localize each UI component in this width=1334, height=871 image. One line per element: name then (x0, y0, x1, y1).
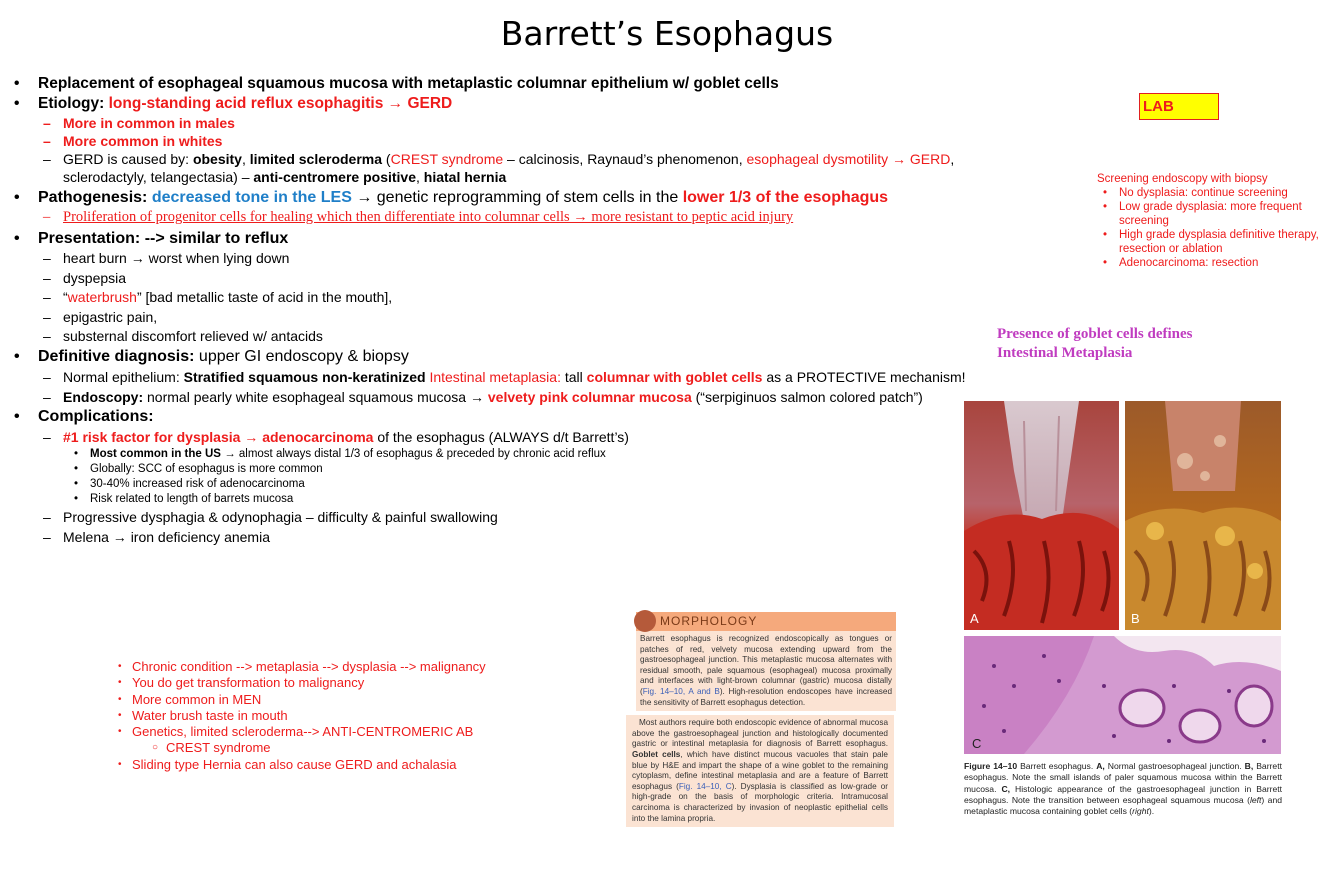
complications-risk-percent: • 30-40% increased risk of adenocarcinoma (14, 477, 989, 492)
note-item: • More common in MEN (118, 692, 578, 708)
photo-barrett (1125, 401, 1281, 630)
pathogenesis-sub: – Proliferation of progenitor cells for healing which then differentiate into columnar cells → more resistant to peptic acid injury (14, 208, 989, 226)
presentation-substernal: – substernal discomfort relieved w/ antacids (14, 327, 989, 347)
etiology-whites: – More common in whites (14, 132, 989, 150)
screening-item: • No dysplasia: continue screening (1119, 186, 1332, 200)
morphology-circle-icon (634, 610, 656, 632)
note-item: • Chronic condition --> metaplasia --> dysplasia --> malignancy (118, 659, 578, 675)
photo-c-image (964, 636, 1281, 754)
photo-b-label: B (1131, 611, 1140, 626)
presentation-dyspepsia: – dyspepsia (14, 269, 989, 289)
note-item: • Sliding type Hernia can also cause GERD and achalasia (118, 757, 578, 773)
diagnosis-endoscopy: – Endoscopy: normal pearly white esophageal squamous mucosa → velvety pink columnar mucosa (“serpiginuos salmon colored patch”) (14, 387, 989, 407)
complications-globally: • Globally: SCC of esophagus is more common (14, 462, 989, 477)
goblet-note: Presence of goblet cells defines Intestinal Metaplasia (997, 326, 1193, 361)
complications-dysphagia: – Progressive dysphagia & odynophagia – difficulty & painful swallowing (14, 507, 989, 527)
presentation-waterbrush: – “waterbrush” [bad metallic taste of acid in the mouth], (14, 288, 989, 308)
note-item: • Genetics, limited scleroderma--> ANTI-CENTROMERIC AB (118, 724, 578, 740)
note-subitem: ○ CREST syndrome (118, 740, 578, 756)
morphology-paragraph-2: Most authors require both endoscopic evidence of abnormal mucosa above the gastroesophageal junction and histologically documented gastric or intestinal metaplasia for diagnosis of Barrett esophagus. Goblet cells, which have distinct mucous vacuoles that stain pale blue by H&E and impart the shape of a wine goblet to the remaining cytoplasm, define intestinal metaplasia and are a feature of Barrett esophagus (Fig. 14–10, C). Dysplasia is classified as low-grade or high-grade on the basis of morphologic criteria. Intramucosal carcinoma is characterized by invasion of neoplastic epithelial cells into the lamina propria. (626, 715, 894, 827)
photo-b-image (1125, 401, 1281, 630)
note-item: • You do get transformation to malignancy (118, 675, 578, 691)
photo-a-image (964, 401, 1119, 630)
complications-length: • Risk related to length of barrets mucosa (14, 492, 989, 507)
screening-item: • Adenocarcinoma: resection (1119, 256, 1332, 270)
photo-a-label: A (970, 611, 979, 626)
photo-c-label: C (972, 736, 982, 751)
screening-heading: Screening endoscopy with biopsy (1097, 173, 1268, 185)
figure-caption: Figure 14–10 Barrett esophagus. A, Normal gastroesophageal junction. B, Barrett esophagus. Note the small islands of paler squamous mucosa within the Barrett mucosa. C, Histologic appearance of the gastroesophageal junction in Barrett esophagus. Note the transition between esophageal squamous mucosa (left) and metaplastic mucosa containing goblet cells (right). (964, 761, 1283, 817)
lab-badge: LAB (1139, 93, 1219, 120)
notes-list (118, 659, 578, 773)
complications-melena: – Melena → iron deficiency anemia (14, 527, 989, 547)
morphology-paragraph-1: Barrett esophagus is recognized endoscopically as tongues or patches of red, velvety mucosa extending upward from the gastroesophageal junction. This metaplastic mucosa alternates with residual smooth, pale squamous (esophageal) mucosa proximally and interfaces with light-brown columnar (gastric) mucosa distally (Fig. 14–10, A and B). High-resolution endoscopes have increased the sensitivity of Barrett esophagus detection. (636, 631, 896, 711)
screening-item: • High grade dysplasia definitive therapy, resection or ablation (1119, 228, 1332, 256)
screening-item: • Low grade dysplasia: more frequent screening (1119, 200, 1332, 228)
complications-us: • Most common in the US → almost always distal 1/3 of esophagus & preceded by chronic acid reflux (14, 447, 989, 462)
diagnosis-bullet: • Definitive diagnosis: upper GI endoscopy & biopsy (14, 347, 989, 367)
note-item: • Water brush taste in mouth (118, 708, 578, 724)
main-content (14, 74, 989, 547)
etiology-males: – More in common in males (14, 114, 989, 132)
page-title: Barrett’s Esophagus (500, 14, 834, 53)
presentation-epigastric: – epigastric pain, (14, 308, 989, 328)
presentation-bullet: • Presentation: --> similar to reflux (14, 229, 989, 249)
complications-bullet: • Complications: (14, 407, 989, 427)
etiology-bullet: • Etiology: long-standing acid reflux esophagitis → GERD (14, 94, 989, 114)
morphology-header: MORPHOLOGY (636, 612, 896, 631)
morphology-box (626, 612, 896, 827)
photo-histology (964, 636, 1281, 754)
definition-bullet: • Replacement of esophageal squamous mucosa with metaplastic columnar epithelium w/ goblet cells (14, 74, 989, 94)
presentation-heartburn: – heart burn → worst when lying down (14, 249, 989, 269)
diagnosis-epithelium: – Normal epithelium: Stratified squamous non-keratinized Intestinal metaplasia: tall columnar with goblet cells as a PROTECTIVE mechanism! (14, 367, 989, 387)
pathogenesis-bullet: • Pathogenesis: decreased tone in the LES → genetic reprogramming of stem cells in the lower 1/3 of the esophagus (14, 188, 989, 208)
complications-risk: – #1 risk factor for dysplasia → adenocarcinoma of the esophagus (ALWAYS d/t Barrett’s) (14, 427, 989, 447)
gerd-causes: – GERD is caused by: obesity, limited scleroderma (CREST syndrome – calcinosis, Raynaud’s phenomenon, esophageal dysmotility → GERD, sclerodactyly, telangectasia) – anti-centromere positive, hiatal hernia (14, 150, 989, 186)
photo-normal-gej (964, 401, 1119, 630)
screening-box (1097, 172, 1332, 270)
